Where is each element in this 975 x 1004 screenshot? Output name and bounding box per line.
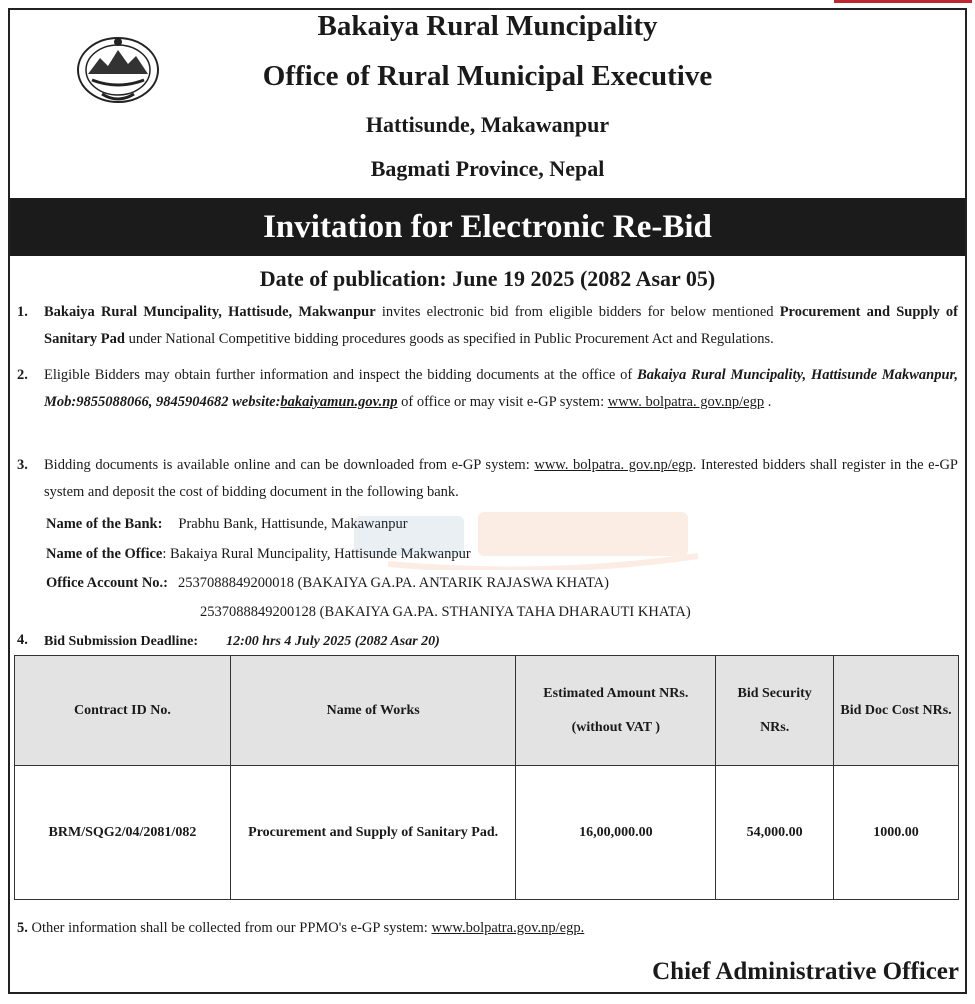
col-header-bid-security: Bid Security NRs. (716, 656, 834, 766)
col-header-estimated-amount: Estimated Amount NRs. (without VAT ) (516, 656, 716, 766)
clause-2-office: Bakaiya Rural Muncipality, Hattisunde Makwanpur, Mob:9855088066, 9845904682 website: (44, 367, 958, 410)
clause-3-tail: . Interested bidders shall register in the e-GP system and deposit the cost of bidding document in the following bank. (44, 457, 958, 500)
col-header-contract-id: Contract ID No. (15, 656, 231, 766)
account-label: Office Account No.: (46, 575, 169, 591)
clause-3-lead: Bidding documents is available online and can be downloaded from e-GP system: (44, 457, 535, 473)
clause-2-number: 2. (17, 367, 28, 383)
clause-2-tail: . (764, 394, 772, 410)
bank-name-label: Name of the Bank: (46, 516, 163, 532)
clause-1 (44, 299, 958, 353)
top-accent-bar (834, 0, 972, 3)
clause-5-text: Other information shall be collected from our PPMO's e-GP system: (27, 920, 432, 936)
office-name-value: : Bakaiya Rural Muncipality, Hattisunde Makwanpur (162, 546, 471, 562)
bid-deadline (44, 634, 440, 650)
clause-2-website-link[interactable]: bakaiyamun.gov.np (280, 394, 398, 410)
cell-estimated-amount: 16,00,000.00 (516, 766, 716, 900)
office-name-label: Name of the Office (46, 546, 163, 562)
col-header-name-of-works: Name of Works (230, 656, 516, 766)
bid-deadline-label: Bid Submission Deadline: (44, 634, 199, 649)
clause-4-number: 4. (17, 632, 28, 648)
cell-contract-id: BRM/SQG2/04/2081/082 (15, 766, 231, 900)
notice-title-banner: Invitation for Electronic Re-Bid (10, 198, 965, 256)
table-row (15, 766, 959, 900)
clause-2-mid: of office or may visit e-GP system: (397, 394, 608, 410)
municipality-name: Bakaiya Rural Muncipality (317, 10, 658, 42)
cell-name-of-works: Procurement and Supply of Sanitary Pad. (230, 766, 516, 900)
cell-bid-doc-cost: 1000.00 (834, 766, 959, 900)
clause-5 (17, 920, 584, 937)
publication-date: Date of publication: June 19 2025 (2082 Asar 05) (259, 266, 716, 291)
clause-3-number: 3. (17, 457, 28, 473)
clause-3-egp-link[interactable]: www. bolpatra. gov.np/egp (534, 457, 693, 473)
clause-5-egp-link[interactable]: www.bolpatra.gov.np/egp. (431, 920, 585, 936)
clause-2-lead: Eligible Bidders may obtain further information and inspect the bidding documents at the office of (44, 367, 638, 383)
bid-deadline-value: 12:00 hrs 4 July 2025 (2082 Asar 20) (226, 634, 440, 649)
bank-name-value: Prabhu Bank, Hattisunde, Makawanpur (178, 516, 408, 532)
account-value-1: 2537088849200018 (BAKAIYA GA.PA. ANTARIK RAJASWA KHATA) (178, 575, 609, 591)
office-location: Hattisunde, Makawanpur (365, 112, 610, 137)
clause-5-number: 5. (17, 920, 28, 936)
watermark-logo-icon (348, 498, 708, 570)
office-name: Office of Rural Municipal Executive (262, 60, 713, 92)
signature-title: Chief Administrative Officer (652, 958, 959, 985)
province-name: Bagmati Province, Nepal (370, 156, 605, 181)
clause-2 (44, 362, 958, 416)
account-row-1 (46, 573, 609, 593)
table-header-row (15, 656, 959, 766)
bid-table (14, 655, 959, 900)
col-header-bid-doc-cost: Bid Doc Cost NRs. (834, 656, 959, 766)
account-value-2: 2537088849200128 (BAKAIYA GA.PA. STHANIYA TAHA DHARAUTI KHATA) (200, 604, 691, 620)
clause-1-tail: under National Competitive bidding procedures goods as specified in Public Procurement Act and Regulations. (124, 331, 774, 347)
clause-1-lead: Bakaiya Rural Muncipality, Hattisude, Makwanpur (44, 304, 376, 320)
clause-2-egp-link[interactable]: www. bolpatra. gov.np/egp (607, 394, 765, 410)
clause-1-number: 1. (17, 304, 28, 320)
clause-1-item: Procurement and Supply of Sanitary Pad (44, 304, 959, 347)
clause-1-mid: invites electronic bid from eligible bidders for below mentioned (375, 304, 780, 320)
cell-bid-security: 54,000.00 (716, 766, 834, 900)
